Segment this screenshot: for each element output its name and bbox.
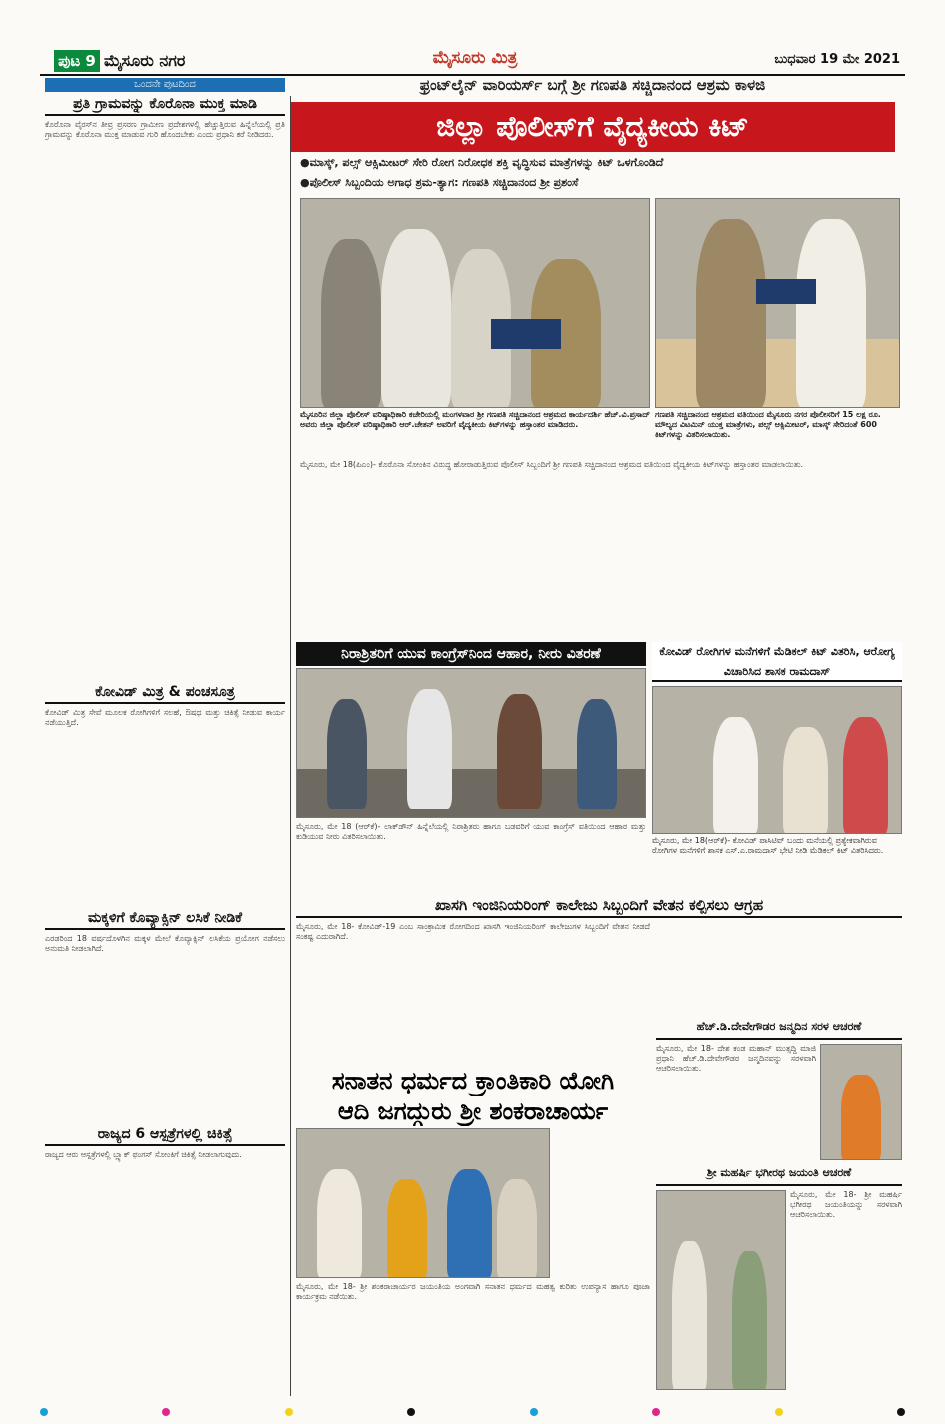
congress-text: ಮೈಸೂರು, ಮೇ 18 (ಆರ್‌ಕೆ)- ಲಾಕ್‌ಡೌನ್ ಹಿನ್ನೆಲೆಯಲ್ಲಿ ನಿರಾಶ್ರಿತರು ಹಾಗೂ ಬಡವರಿಗೆ ಯುವ ಕಾಂಗ್ರೆಸ್ ವತಿಯಿಂದ ಆಹಾರ ಮತ್ತು ಕುಡಿಯುವ ನೀರು ವಿತರಿಸಲಾಯಿತು. [296,822,646,841]
left-title-3: ಮಕ್ಕಳಿಗೆ ಕೊವ್ಯಾಕ್ಸಿನ್ ಲಸಿಕೆ ನೀಡಿಕೆ [45,910,285,930]
left-body-4 [45,1150,285,1400]
lead-headline: ಜಿಲ್ಲಾ ಪೊಲೀಸ್‌ಗೆ ವೈದ್ಯಕೀಯ ಕಿಟ್ [290,102,895,152]
section-title: ಮೈಸೂರು ನಗರ [104,51,186,70]
page-number: ಪುಟ 9 [54,50,100,72]
devegowda-text: ಮೈಸೂರು, ಮೇ 18- ದೇಶ ಕಂಡ ಮಹಾನ್ ಮುತ್ಸದ್ದಿ ಮಾಜಿ ಪ್ರಧಾನಿ ಹೆಚ್.ಡಿ.ದೇವೇಗೌಡರ ಜನ್ಮದಿನವನ್ನು ಸರಳವಾಗಿ ಆಚರಿಸಲಾಯಿತು. [656,1044,816,1073]
bhagiratha-photo [656,1190,786,1390]
devegowda-body [656,1044,816,1160]
congress-photo [296,668,646,818]
left-body-3 [45,934,285,1124]
left-para-1: ಕೊರೊನಾ ವೈರಸ್‌ನ ತೀವ್ರ ಪ್ರಸರಣ ಗ್ರಾಮೀಣ ಪ್ರದೇಶಗಳಲ್ಲಿ ಹೆಚ್ಚುತ್ತಿರುವ ಹಿನ್ನೆಲೆಯಲ್ಲಿ ಪ್ರತಿ ಗ್ರಾಮವನ್ನು ಕೊರೊನಾ ಮುಕ್ತ ಮಾಡುವ ಗುರಿ ಹೊಂದಬೇಕು ಎಂದು ಪ್ರಧಾನಿ ಕರೆ ನೀಡಿದರು. [45,120,285,139]
print-registration-marks [40,1408,905,1416]
left-title-4: ರಾಜ್ಯದ 6 ಆಸ್ಪತ್ರೆಗಳಲ್ಲಿ ಚಿಕಿತ್ಸೆ [45,1126,285,1146]
congress-body [296,822,646,892]
private-college-text: ಮೈಸೂರು, ಮೇ 18- ಕೋವಿಡ್-19 ಎಂಬ ಸಾಂಕ್ರಾಮಿಕ ರೋಗದಿಂದ ಖಾಸಗಿ ಇಂಜಿನಿಯರಿಂಗ್ ಕಾಲೇಜುಗಳ ಸಿಬ್ಬಂದಿಗೆ ವೇತನ ನೀಡದೆ ಸಂಕಷ್ಟ ಎದುರಾಗಿದೆ. [296,922,650,941]
issue-date: ಬುಧವಾರ 19 ಮೇ 2021 [774,52,900,67]
ramdas-title: ಕೋವಿಡ್ ರೋಗಿಗಳ ಮನೆಗಳಿಗೆ ಮೆಡಿಕಲ್ ಕಿಟ್ ವಿತರಿಸಿ, ಆರೋಗ್ಯ ವಿಚಾರಿಸಿದ ಶಾಸಕ ರಾಮದಾಸ್ [652,642,902,682]
private-college-title: ಖಾಸಗಿ ಇಂಜಿನಿಯರಿಂಗ್ ಕಾಲೇಜು ಸಿಬ್ಬಂದಿಗೆ ವೇತನ ಕಲ್ಪಿಸಲು ಆಗ್ರಹ [296,896,902,918]
left-title-2: ಕೋವಿಡ್ ಮಿತ್ರ & ಪಂಚಸೂತ್ರ [45,684,285,704]
congress-title: ನಿರಾಶ್ರಿತರಿಗೆ ಯುವ ಕಾಂಗ್ರೆಸ್‌ನಿಂದ ಆಹಾರ, ನೀರು ವಿತರಣೆ [296,642,646,666]
shankara-text: ಮೈಸೂರು, ಮೇ 18- ಶ್ರೀ ಶಂಕರಾಚಾರ್ಯರ ಜಯಂತಿಯ ಅಂಗವಾಗಿ ಸನಾತನ ಧರ್ಮದ ಮಹತ್ವ ಕುರಿತು ಉಪನ್ಯಾಸ ಹಾಗೂ ಪೂಜಾ ಕಾರ್ಯಕ್ರಮ ನಡೆಯಿತು. [296,1282,650,1301]
shankara-photo [296,1128,550,1278]
bhagiratha-text: ಮೈಸೂರು, ಮೇ 18- ಶ್ರೀ ಮಹರ್ಷಿ ಭಗೀರಥ ಜಯಂತಿಯನ್ನು ಸರಳವಾಗಿ ಆಚರಿಸಲಾಯಿತು. [790,1190,902,1219]
lead-photo-right [655,198,900,408]
private-college-body [296,922,650,1062]
ramdas-photo [652,686,902,834]
left-body-1 [45,120,285,680]
left-para-3: ಎರಡರಿಂದ 18 ವರ್ಷದೊಳಗಿನ ಮಕ್ಕಳ ಮೇಲೆ ಕೊವ್ಯಾಕ್ಸಿನ್ ಲಸಿಕೆಯ ಪ್ರಯೋಗ ನಡೆಸಲು ಅನುಮತಿ ನೀಡಲಾಗಿದೆ. [45,934,285,953]
lead-caption-left: ಮೈಸೂರಿನ ಜಿಲ್ಲಾ ಪೊಲೀಸ್ ವರಿಷ್ಠಾಧಿಕಾರಿ ಕಚೇರಿಯಲ್ಲಿ ಮಂಗಳವಾರ ಶ್ರೀ ಗಣಪತಿ ಸಚ್ಚಿದಾನಂದ ಆಶ್ರಮದ ಕಾರ್ಯದರ್ಶಿ ಹೆಚ್.ವಿ.ಪ್ರಸಾದ್ ಅವರು ಜಿಲ್ಲಾ ಪೊಲೀಸ್ ವರಿಷ್ಠಾಧಿಕಾರಿ ಆರ್.ಚೇತನ್ ಅವರಿಗೆ ವೈದ್ಯಕೀಯ ಕಿಟ್‌ಗಳನ್ನು ಹಸ್ತಾಂತರ ಮಾಡಿದರು. [300,410,650,429]
shankara-title-1: ಸನಾತನ ಧರ್ಮದ ಕ್ರಾಂತಿಕಾರಿ ಯೋಗಿ [331,1067,615,1095]
ramdas-caption: ಮೈಸೂರು, ಮೇ 18(ಆರ್‌ಕೆ)- ಕೋವಿಡ್ ಪಾಸಿಟಿವ್ ಬಂದು ಮನೆಯಲ್ಲಿ ಪ್ರತ್ಯೇಕವಾಗಿರುವ ರೋಗಿಗಳ ಮನೆಗಳಿಗೆ ಶಾಸಕ ಎಸ್.ಎ.ರಾಮದಾಸ್ ಭೇಟಿ ನೀಡಿ ಮೆಡಿಕಲ್ ಕಿಟ್ ವಿತರಿಸಿದರು. [652,836,884,855]
lead-body-text: ಮೈಸೂರು, ಮೇ 18(ಪಿಎಂ)- ಕೊರೊನಾ ಸೋಂಕಿನ ವಿರುದ್ಧ ಹೋರಾಡುತ್ತಿರುವ ಪೊಲೀಸ್ ಸಿಬ್ಬಂದಿಗೆ ಶ್ರೀ ಗಣಪತಿ ಸಚ್ಚಿದಾನಂದ ಆಶ್ರಮದ ವತಿಯಿಂದ ವೈದ್ಯಕೀಯ ಕಿಟ್‌ಗಳನ್ನು ಹಸ್ತಾಂತರ ಮಾಡಲಾಯಿತು. [300,460,804,469]
lead-kicker: ಫ್ರಂಟ್‌ಲೈನ್ ವಾರಿಯರ್ಸ್ ಬಗ್ಗೆ ಶ್ರೀ ಗಣಪತಿ ಸಚ್ಚಿದಾನಂದ ಆಶ್ರಮ ಕಾಳಜಿ [419,76,766,94]
shankara-title-2: ಆದಿ ಜಗದ್ಗುರು ಶ್ರೀ ಶಂಕರಾಚಾರ್ಯ [337,1097,609,1125]
bhagiratha-body [790,1190,902,1390]
continued-label: ಒಂದನೇ ಪುಟದಿಂದ [45,78,285,92]
bhagiratha-title: ಶ್ರೀ ಮಹರ್ಷಿ ಭಗೀರಥ ಜಯಂತಿ ಆಚರಣೆ [656,1166,902,1186]
shankara-body [296,1282,650,1402]
lead-photo-left [300,198,650,408]
newspaper-name: ಮೈಸೂರು ಮಿತ್ರ [432,48,518,68]
left-para-2: ಕೋವಿಡ್ ಮಿತ್ರ ಸೇವೆ ಮೂಲಕ ರೋಗಿಗಳಿಗೆ ಸಲಹೆ, ಔಷಧ ಮತ್ತು ಚಿಕಿತ್ಸೆ ನೀಡುವ ಕಾರ್ಯ ನಡೆಯುತ್ತಿದೆ. [45,708,285,727]
left-para-4: ರಾಜ್ಯದ ಆರು ಆಸ್ಪತ್ರೆಗಳಲ್ಲಿ ಬ್ಲ್ಯಾಕ್ ಫಂಗಸ್ ಸೋಂಕಿಗೆ ಚಿಕಿತ್ಸೆ ನೀಡಲಾಗುವುದು. [45,1150,242,1159]
lead-bullet-2: ●ಪೊಲೀಸ್ ಸಿಬ್ಬಂದಿಯ ಅಗಾಧ ಶ್ರಮ-ತ್ಯಾಗ: ಗಣಪತಿ ಸಚ್ಚಿದಾನಂದ ಶ್ರೀ ಪ್ರಶಂಸೆ [300,176,579,189]
column-divider [290,96,291,1396]
lead-body [300,460,900,640]
left-body-2 [45,708,285,908]
devegowda-title: ಹೆಚ್.ಡಿ.ದೇವೇಗೌಡರ ಜನ್ಮದಿನ ಸರಳ ಆಚರಣೆ [656,1020,902,1040]
lead-caption-right: ಗಣಪತಿ ಸಚ್ಚಿದಾನಂದ ಆಶ್ರಮದ ವತಿಯಿಂದ ಮೈಸೂರು ನಗರ ಪೊಲೀಸರಿಗೆ 15 ಲಕ್ಷ ರೂ. ಮೌಲ್ಯದ ವಿಟಮಿನ್ ಯುಕ್ತ ಮಾತ್ರೆಗಳು, ಪಲ್ಸ್ ಆಕ್ಸಿಮೀಟರ್, ಮಾಸ್ಕ್ ಸೇರಿದಂತೆ 600 ಕಿಟ್‌ಗಳನ್ನು ವಿತರಿಸಲಾಯಿತು. [655,410,881,439]
lead-bullet-1: ●ಮಾಸ್ಕ್, ಪಲ್ಸ್ ಆಕ್ಸಿಮೀಟರ್ ಸೇರಿ ರೋಗ ನಿರೋಧಕ ಶಕ್ತಿ ವೃದ್ಧಿಸುವ ಮಾತ್ರೆಗಳನ್ನು ಕಿಟ್ ಒಳಗೊಂಡಿದೆ [300,156,664,169]
left-title-1: ಪ್ರತಿ ಗ್ರಾಮವನ್ನು ಕೊರೊನಾ ಮುಕ್ತ ಮಾಡಿ [45,96,285,116]
devegowda-photo [820,1044,902,1160]
